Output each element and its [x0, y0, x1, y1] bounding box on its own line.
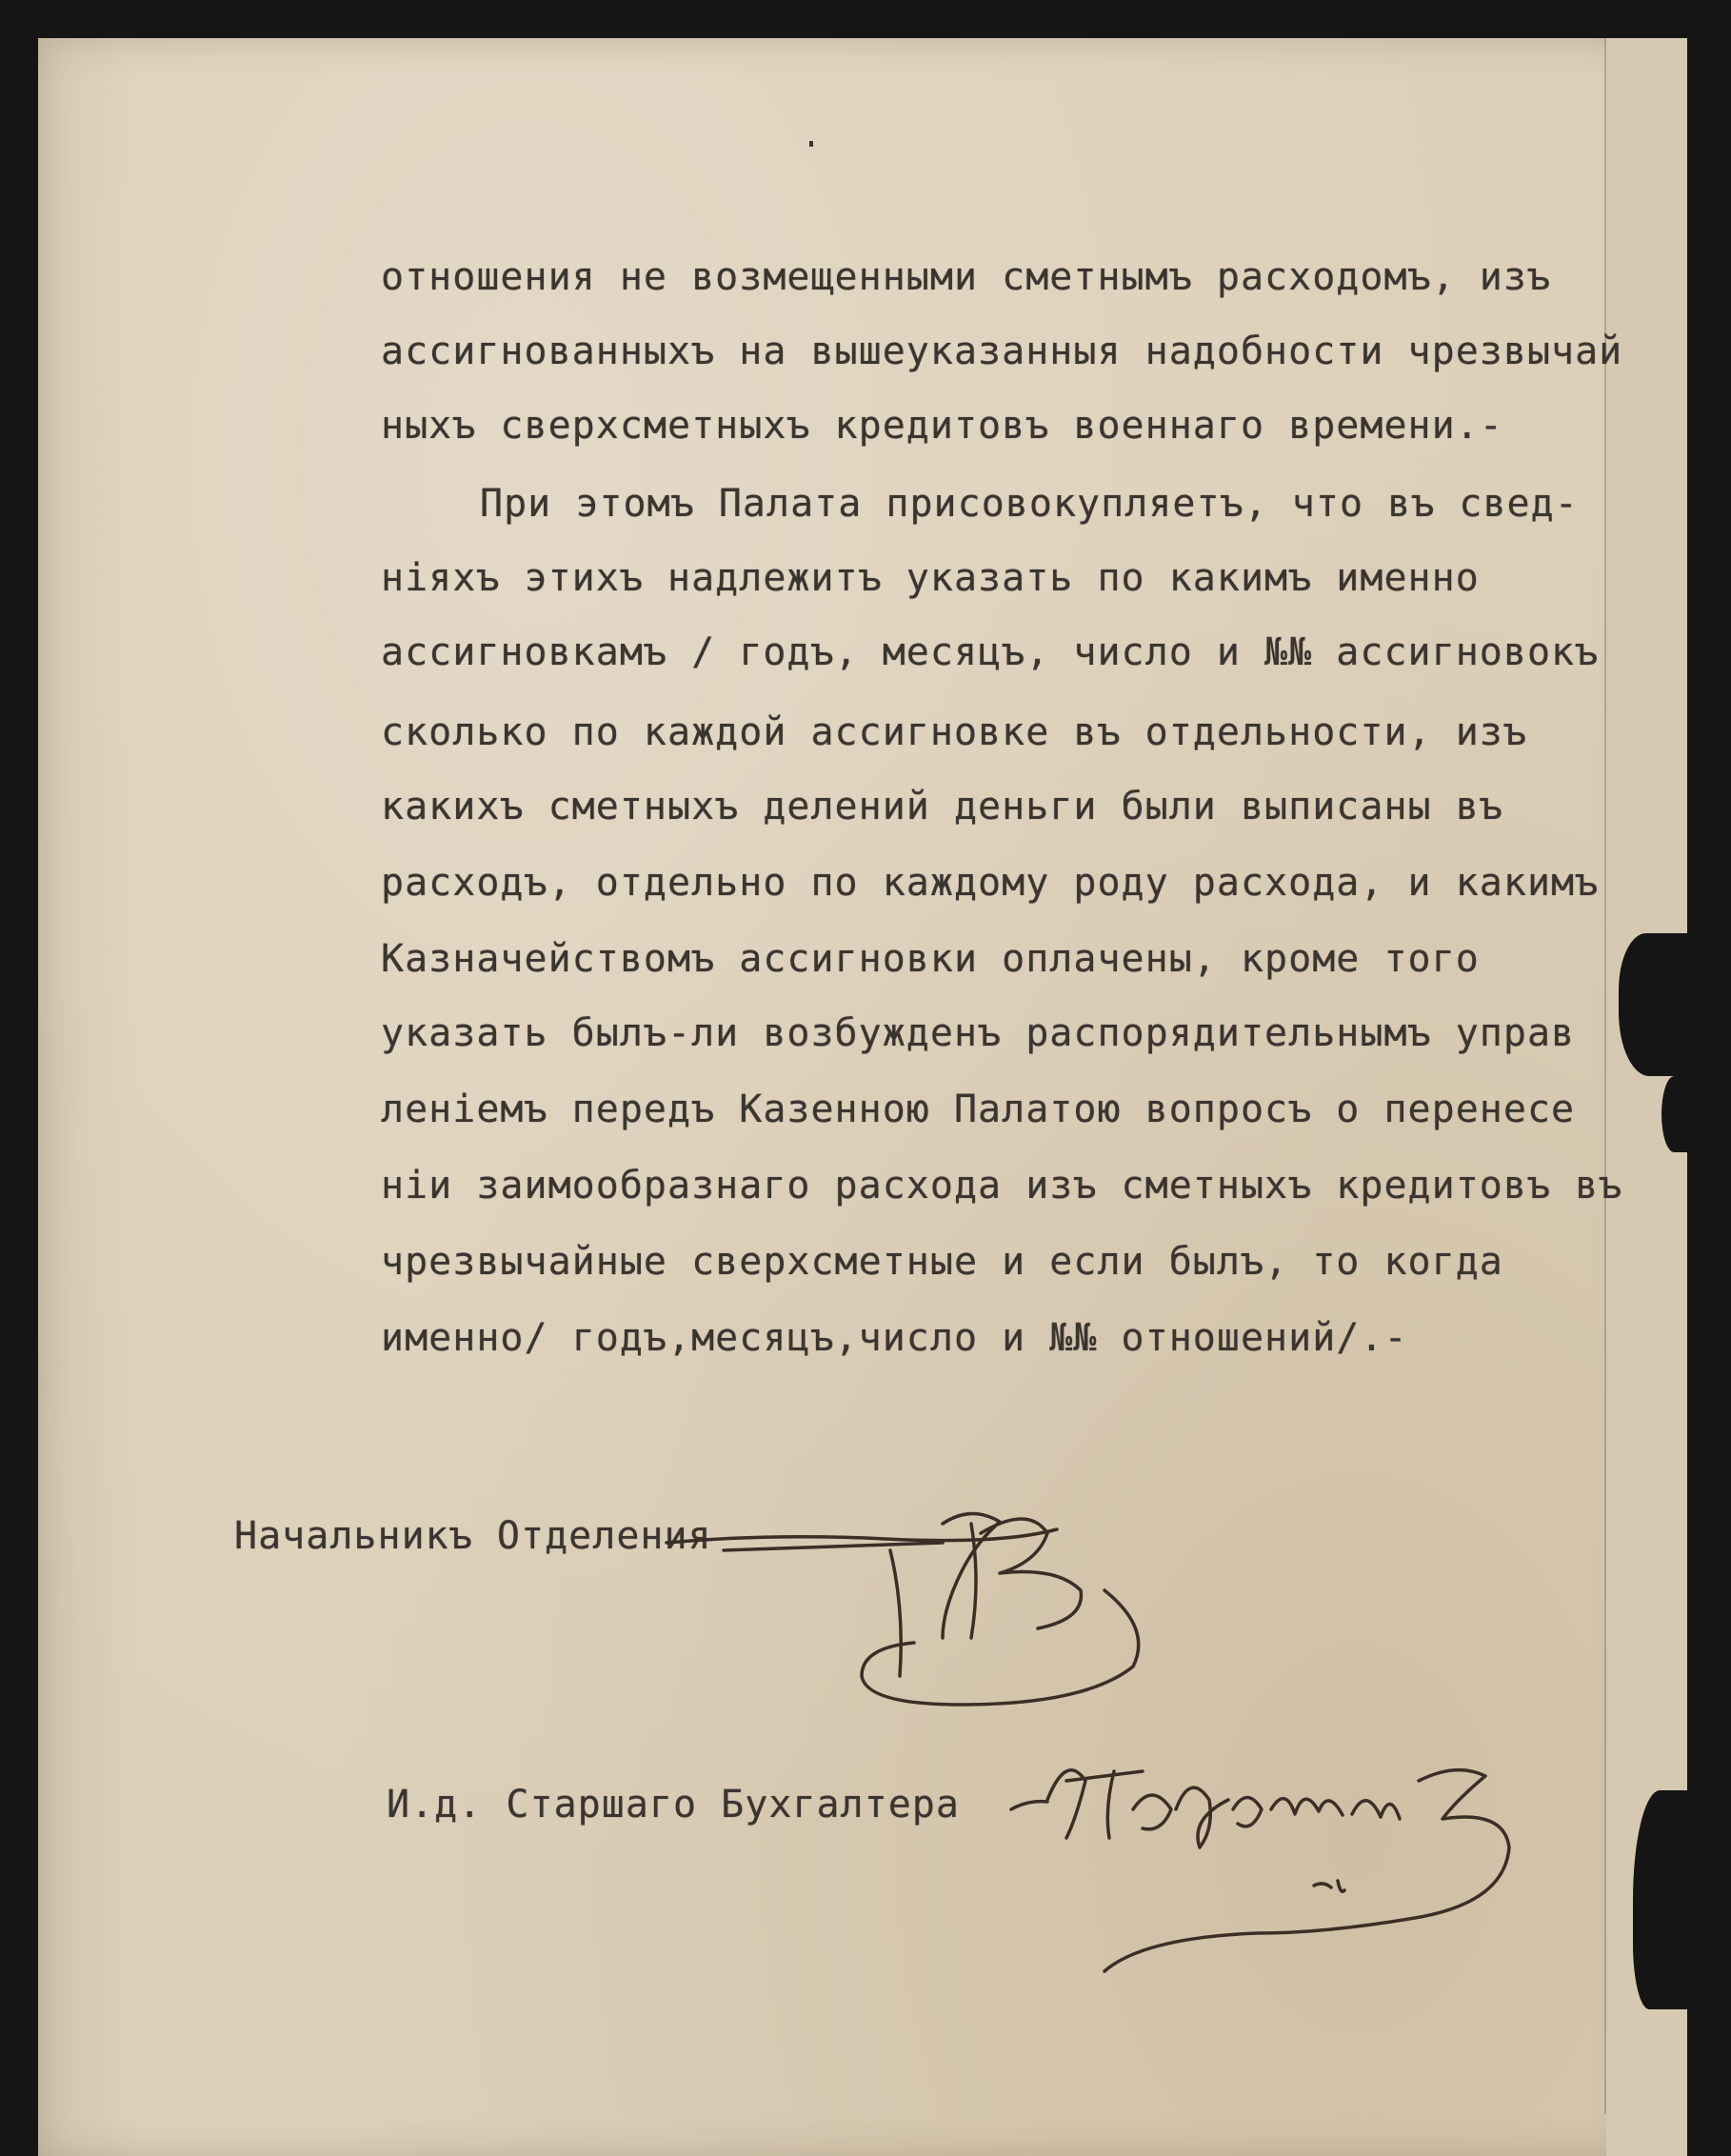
text-line: нiи заимообразнаго расхода изъ сметныхъ кредитовъ въ: [381, 1164, 1623, 1208]
text-line: сколько по каждой ассигновке въ отдельности, изъ: [381, 710, 1527, 754]
signature-title-senior-accountant: И.д. Старшаго Бухгалтера: [387, 1783, 960, 1827]
text-line: ассигнованныхъ на вышеуказанныя надобности чрезвычай: [381, 329, 1623, 373]
text-line: ассигновкамъ / годъ, месяцъ, число и №№ ассигновокъ: [381, 630, 1600, 674]
text-line: чрезвычайные сверхсметные и если былъ, то когда: [381, 1240, 1503, 1284]
text-line: нiяхъ этихъ надлежитъ указать по какимъ именно: [381, 556, 1480, 600]
text-line: Казначействомъ ассигновки оплачены, кроме того: [381, 937, 1480, 981]
text-line: именно/ годъ,месяцъ,число и №№ отношений/.-: [381, 1316, 1408, 1360]
handwritten-signature-1: [657, 1467, 1190, 1714]
handwritten-signature-2: [1009, 1743, 1542, 1981]
text-line: При этомъ Палата присовокупляетъ, что въ свед-: [480, 482, 1579, 526]
text-line: ленiемъ передъ Казенною Палатою вопросъ о перенесе: [381, 1088, 1576, 1131]
text-line: отношения не возмещенными сметнымъ расходомъ, изъ: [381, 255, 1552, 299]
text-line: ныхъ сверхсметныхъ кредитовъ военнаго времени.-: [381, 404, 1503, 448]
signature-title-department-head: Начальникъ Отделения: [234, 1514, 712, 1558]
text-line: какихъ сметныхъ делений деньги были выписаны въ: [381, 785, 1503, 828]
text-line: указать былъ-ли возбужденъ распорядительнымъ управ: [381, 1011, 1576, 1055]
text-line: расходъ, отдельно по каждому роду расхода, и какимъ: [381, 861, 1600, 905]
